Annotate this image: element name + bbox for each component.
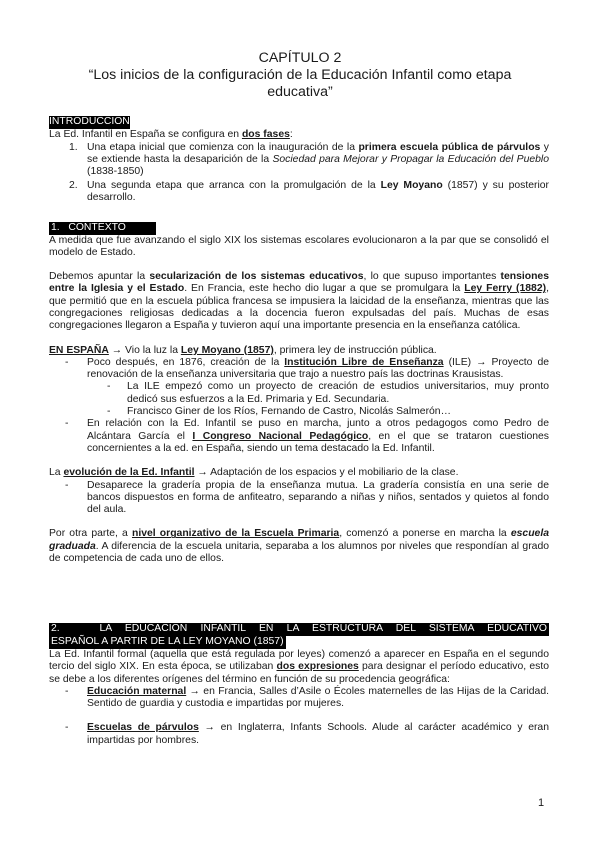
chapter-label: CAPÍTULO 2 [258, 50, 342, 66]
intro-item-1: 1. Una etapa inicial que comienza con la inauguración de la primera escuela pública de párvulos y se extiende hasta la desaparición de la Sociedad para Mejorar y Propagar la Educación del Pueblo (1838-1850) [69, 141, 549, 178]
context-paragraph-spain: EN ESPAÑA → Vio la luz la Ley Moyano (1857), primera ley de instrucción pública. [49, 344, 437, 356]
section2-bullet-parvulos: - Escuelas de párvulos → en Inglaterra, Infants Schools. Alude al carácter académico y eran impartidas por hombres. [65, 722, 549, 746]
chapter-title-line2: educativa” [267, 84, 333, 100]
context-paragraph-1: A medida que fue avanzando el siglo XIX los sistemas escolares evolucionaron a la par que se consolidó el modelo de Estado. [49, 234, 549, 258]
section2-body [49, 649, 549, 747]
chapter-title-line1: “Los inicios de la configuración de la Educación Infantil como etapa [88, 67, 512, 83]
context-bullet-graderia: - Desaparece la gradería propia de la enseñanza mutua. La gradería consistía en una serie de bancos dispuestos en forma de anfiteatro, separando a niñas y niños, sentados y quietos al fondo del aula. [65, 479, 549, 516]
page-number: 1 [538, 797, 545, 809]
context-paragraph-graduada: Por otra parte, a nivel organizativo de la Escuela Primaria, comenzó a ponerse en marcha la escuela graduada. A diferencia de la escuela unitaria, separaba a los alumnos por niveles que respondían al grado de competencia de cada uno de ellos. [49, 528, 549, 565]
context-subbullet-1: - La ILE empezó como un proyecto de creación de estudios universitarios, muy pronto dedicó sus esfuerzos a la Ed. Primaria y Ed. Secundaria. [107, 381, 549, 405]
section2-heading-line1: 2. LA EDUCACION INFANTIL EN LA ESTRUCTURA DEL SISTEMA EDUCATIVO [51, 623, 547, 634]
context-bullet-ile: - Poco después, en 1876, creación de la Institución Libre de Enseñanza (ILE) → Proyecto de renovación de la enseñanza universitaria que trajo a nuestro país las doctrinas Krausistas. [65, 356, 550, 381]
intro-item-2: 2. Una segunda etapa que arranca con la promulgación de la Ley Moyano (1857) y su posterior desarrollo. [69, 179, 550, 203]
context-paragraph-2: Debemos apuntar la secularización de los sistemas educativos, lo que supuso importantes tensiones entre la Iglesia y el Estado. En Francia, este hecho dio lugar a que se promulgara la Ley Ferry (1882), que permitió que en la escuela pública francesa se impusiera la laicidad de la enseñanza, mientras que las congregaciones religiosas dedicadas a la docencia fueron expulsadas del país. Muchas de esas congregaciones llegaron a España y tuvieron aquí una importante presencia en la enseñanza católica. [49, 271, 549, 332]
section2-heading-line2: ESPAÑOL A PARTIR DE LA LEY MOYANO (1857) [51, 636, 284, 647]
context-section [49, 222, 549, 565]
section2-bullet-maternal: - Educación maternal → en Francia, Salles d’Asile o Écoles maternelles de las Hijas de la Caridad. Sentido de guardia y custodia e impartidas por mujeres. [65, 685, 549, 710]
context-paragraph-evolution: La evolución de la Ed. Infantil → Adaptación de los espacios y el mobiliario de la clase. [49, 467, 459, 479]
context-subbullet-2: - Francisco Giner de los Ríos, Fernando de Castro, Nicolás Salmerón… [107, 406, 451, 418]
intro-section [49, 116, 549, 204]
intro-heading: INTRODUCCION [49, 116, 130, 127]
context-bullet-congreso: - En relación con la Ed. Infantil se puso en marcha, junto a otros pedagogos como Pedro de Alcántara García el I Congreso Nacional Pedagógico, en el que se trataron cuestiones concernientes a la ed. en España, siendo un tema destacado la Ed. Infantil. [65, 418, 549, 454]
section2-paragraph-1: La Ed. Infantil formal (aquella que está regulada por leyes) comenzó a aparecer en España en el segundo tercio del siglo XIX. En esta época, se utilizaban dos expresiones para designar el período educativo, esto se debe a los diferentes orígenes del término en función de su procedencia geográfica: [49, 649, 550, 685]
context-heading: 1. CONTEXTO [49, 222, 156, 235]
intro-lead: La Ed. Infantil en España se configura en dos fases: [49, 128, 293, 140]
